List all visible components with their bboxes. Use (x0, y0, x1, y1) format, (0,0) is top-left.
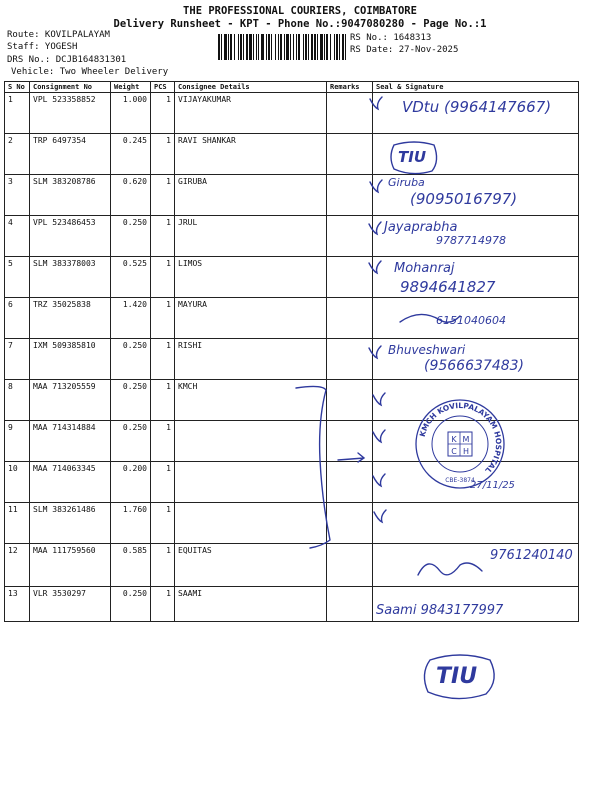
barcode-bar (218, 34, 220, 60)
col-pcs: PCS (151, 82, 175, 93)
cell-pcs: 1 (151, 503, 175, 544)
cell-pcs: 1 (151, 421, 175, 462)
barcode-bar (261, 34, 264, 60)
cell-sno: 10 (5, 462, 30, 503)
barcode-bar (339, 34, 340, 60)
col-sno: S No (5, 82, 30, 93)
cell-consignment: SLM 383378003 (30, 257, 111, 298)
cell-remarks (327, 134, 373, 175)
barcode-bar (324, 34, 325, 60)
cell-remarks (327, 587, 373, 622)
cell-pcs: 1 (151, 544, 175, 587)
signature-row12-phone: 9761240140 (490, 548, 573, 563)
signature-row3-phone: (9095016797) (410, 190, 518, 208)
barcode-bar (268, 34, 270, 60)
cell-consignee: VIJAYAKUMAR (175, 93, 327, 134)
barcode-bar (342, 34, 344, 60)
col-remarks: Remarks (327, 82, 373, 93)
cell-weight: 0.250 (111, 421, 151, 462)
barcode-bar (293, 34, 294, 60)
table-header-row (5, 82, 579, 93)
barcode-bar (246, 34, 248, 60)
barcode-bar (326, 34, 328, 60)
barcode-bar (296, 34, 297, 60)
signature-row5-phone: 9894641827 (400, 278, 496, 296)
barcode-bar (303, 34, 304, 60)
hospital-seal-stamp (414, 398, 506, 490)
drs-label: DRS No.: DCJB164831301 (7, 55, 127, 65)
barcode-bar (286, 34, 289, 60)
barcode-bar (240, 34, 242, 60)
barcode-bar (320, 34, 323, 60)
barcode-bar (284, 34, 285, 60)
barcode-bar (334, 34, 335, 60)
cell-weight: 1.420 (111, 298, 151, 339)
cell-weight: 0.525 (111, 257, 151, 298)
cell-consignment: SLM 383261486 (30, 503, 111, 544)
cell-consignment: VPL 523358852 (30, 93, 111, 134)
barcode-bar (311, 34, 313, 60)
barcode-bar (298, 34, 300, 60)
cell-remarks (327, 503, 373, 544)
rs-date: RS Date: 27-Nov-2025 (350, 45, 459, 55)
cell-weight: 0.245 (111, 134, 151, 175)
signature-row1: VDtu (9964147667) (402, 98, 552, 116)
cell-remarks (327, 298, 373, 339)
barcode-bar (258, 34, 259, 60)
cell-pcs: 1 (151, 216, 175, 257)
barcode-bar (290, 34, 291, 60)
barcode-bar (305, 34, 307, 60)
cell-sno: 9 (5, 421, 30, 462)
rs-number: RS No.: 1648313 (350, 33, 432, 43)
barcode-bar (317, 34, 318, 60)
barcode-bar (256, 34, 257, 60)
signature-row13: Saami 9843177997 (376, 603, 504, 618)
cell-seal (373, 503, 579, 544)
cell-weight: 0.250 (111, 587, 151, 622)
cell-weight: 1.000 (111, 93, 151, 134)
cell-remarks (327, 462, 373, 503)
col-consignee: Consignee Details (175, 82, 327, 93)
cell-consignment: VLR 3530297 (30, 587, 111, 622)
cell-pcs: 1 (151, 298, 175, 339)
cell-pcs: 1 (151, 93, 175, 134)
cell-consignee: GIRUBA (175, 175, 327, 216)
barcode-bar (230, 34, 232, 60)
cell-consignee: JRUL (175, 216, 327, 257)
cell-remarks (327, 216, 373, 257)
cell-consignee: EQUITAS (175, 544, 327, 587)
cell-remarks (327, 257, 373, 298)
cell-pcs: 1 (151, 380, 175, 421)
cell-consignee: LIMOS (175, 257, 327, 298)
col-weight: Weight (111, 82, 151, 93)
barcode-bar (330, 34, 331, 60)
signature-row2: TIU (398, 148, 426, 166)
runsheet-subtitle: Delivery Runsheet - KPT - Phone No.:9047080280 - Page No.:1 (113, 18, 487, 30)
cell-consignee (175, 421, 327, 462)
cell-sno: 7 (5, 339, 30, 380)
cell-sno: 12 (5, 544, 30, 587)
barcode-bar (314, 34, 316, 60)
barcode-bar (228, 34, 229, 60)
cell-remarks (327, 175, 373, 216)
cell-sno: 6 (5, 298, 30, 339)
cell-remarks (327, 380, 373, 421)
signature-row4-name: Jayaprabha (384, 220, 458, 235)
cell-pcs: 1 (151, 134, 175, 175)
cell-consignee (175, 462, 327, 503)
table-row (5, 503, 579, 544)
cell-remarks (327, 421, 373, 462)
barcode-bar (271, 34, 272, 60)
cell-weight: 0.200 (111, 462, 151, 503)
cell-sno: 11 (5, 503, 30, 544)
cell-consignment: MAA 714063345 (30, 462, 111, 503)
signature-row11-date: 27/11/25 (470, 480, 515, 491)
cell-consignment: MAA 713205559 (30, 380, 111, 421)
svg-text:H: H (462, 447, 470, 456)
barcode-bar (308, 34, 309, 60)
cell-consignee: SAAMI (175, 587, 327, 622)
barcode-bar (243, 34, 244, 60)
cell-consignee: MAYURA (175, 298, 327, 339)
signature-row7-name: Bhuveshwari (388, 343, 466, 357)
cell-consignee: RISHI (175, 339, 327, 380)
cell-sno: 1 (5, 93, 30, 134)
signature-row7-phone: (9566637483) (424, 358, 524, 374)
cell-weight: 0.250 (111, 216, 151, 257)
barcode-bar (275, 34, 276, 60)
svg-text:C: C (451, 447, 457, 456)
cell-sno: 13 (5, 587, 30, 622)
table-row (5, 134, 579, 175)
barcode-bar (238, 34, 239, 60)
cell-consignee (175, 503, 327, 544)
cell-consignment: IXM 509385810 (30, 339, 111, 380)
cell-sno: 2 (5, 134, 30, 175)
cell-consignment: MAA 111759560 (30, 544, 111, 587)
company-title: THE PROFESSIONAL COURIERS, COIMBATORE (183, 5, 417, 17)
cell-consignee: RAVI SHANKAR (175, 134, 327, 175)
svg-text:KMCH KOVILPALAYAM HOSPITAL: KMCH KOVILPALAYAM HOSPITAL (417, 400, 504, 475)
col-seal: Seal & Signature (373, 82, 579, 93)
cell-sno: 4 (5, 216, 30, 257)
cell-weight: 0.250 (111, 339, 151, 380)
barcode-bar (336, 34, 338, 60)
cell-consignee: KMCH (175, 380, 327, 421)
barcode-bar (253, 34, 254, 60)
signature-row5-name: Mohanraj (394, 261, 455, 276)
barcode-bar (224, 34, 227, 60)
barcode-bar (249, 34, 252, 60)
cell-consignment: VPL 523486453 (30, 216, 111, 257)
staff-label: Staff: YOGESH (7, 42, 78, 52)
route-label: Route: KOVILPALAYAM (7, 30, 110, 40)
cell-consignment: TRP 6497354 (30, 134, 111, 175)
barcode-bar (234, 34, 235, 60)
cell-sno: 5 (5, 257, 30, 298)
cell-weight: 0.620 (111, 175, 151, 216)
cell-pcs: 1 (151, 257, 175, 298)
cell-remarks (327, 93, 373, 134)
barcode-bar (221, 34, 222, 60)
barcode-image (218, 34, 346, 60)
signature-row6: 6151040604 (436, 314, 506, 327)
cell-sno: 8 (5, 380, 30, 421)
barcode-bar (278, 34, 279, 60)
barcode-bar (266, 34, 267, 60)
signature-row3-name: Giruba (388, 176, 425, 189)
cell-consignment: SLM 383208786 (30, 175, 111, 216)
cell-remarks (327, 544, 373, 587)
cell-pcs: 1 (151, 587, 175, 622)
barcode-bar (345, 34, 346, 60)
svg-text:CBE-3874: CBE-3874 (445, 477, 475, 484)
cell-consignment: MAA 714314884 (30, 421, 111, 462)
signature-bottom: TIU (436, 664, 478, 689)
vehicle-label: Vehicle: Two Wheeler Delivery (11, 67, 169, 77)
signature-row4-phone: 9787714978 (436, 234, 506, 247)
cell-pcs: 1 (151, 462, 175, 503)
cell-pcs: 1 (151, 175, 175, 216)
barcode-bar (280, 34, 282, 60)
cell-weight: 1.760 (111, 503, 151, 544)
cell-weight: 0.585 (111, 544, 151, 587)
svg-text:K: K (451, 435, 457, 444)
cell-consignment: TRZ 35025838 (30, 298, 111, 339)
cell-pcs: 1 (151, 339, 175, 380)
cell-remarks (327, 339, 373, 380)
cell-sno: 3 (5, 175, 30, 216)
svg-text:M: M (462, 435, 470, 444)
runsheet-table (4, 81, 579, 622)
cell-weight: 0.250 (111, 380, 151, 421)
col-consignment: Consignment No (30, 82, 111, 93)
